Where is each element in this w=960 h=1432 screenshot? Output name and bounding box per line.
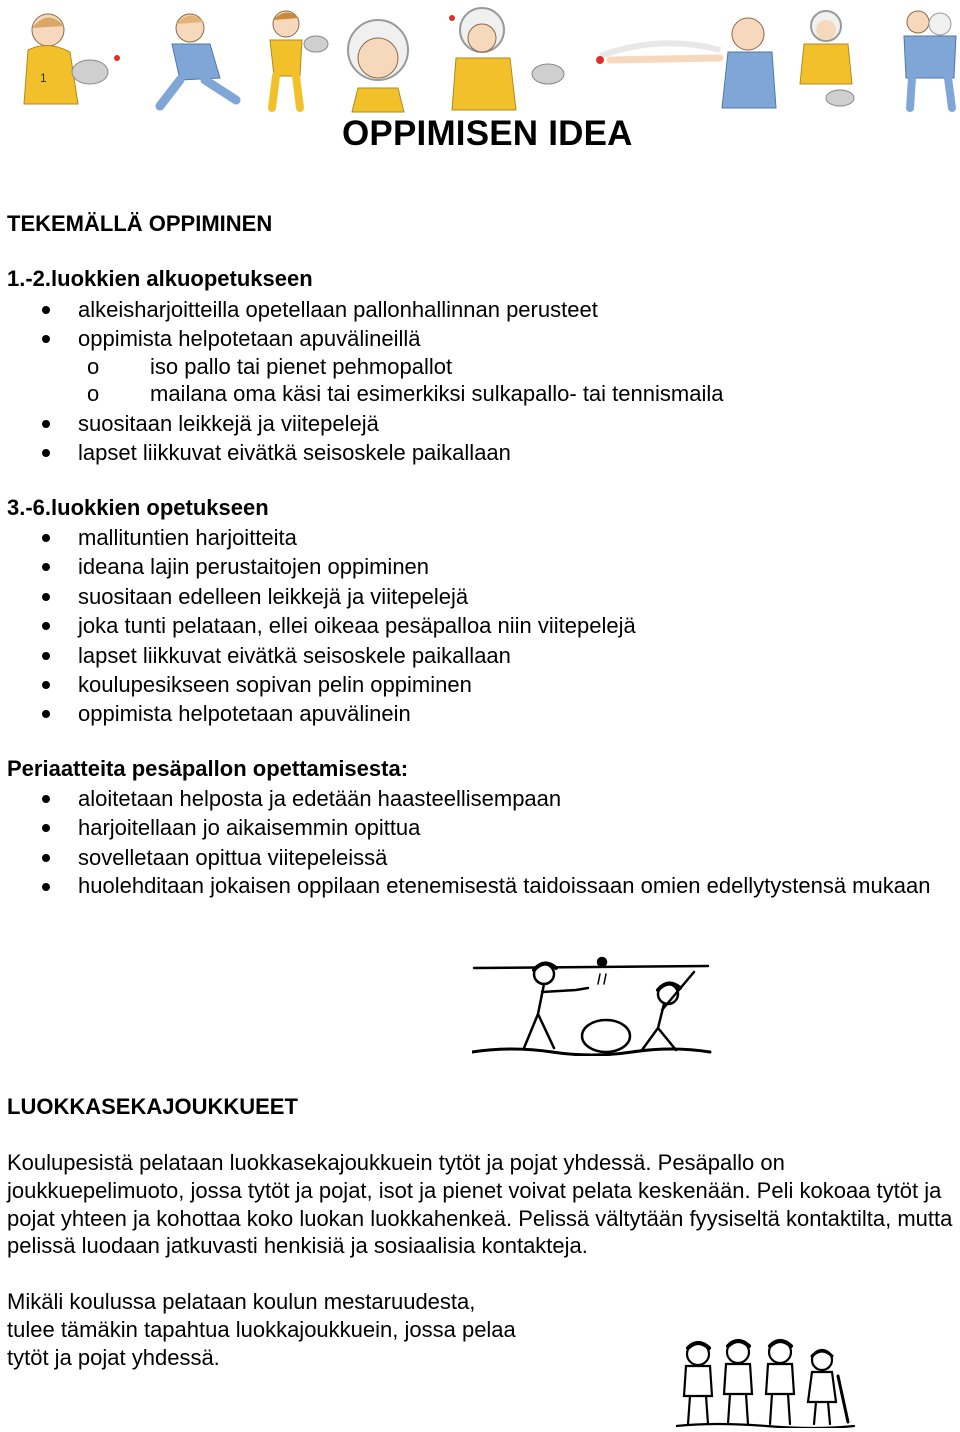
paragraph-mixed-teams: Koulupesistä pelataan luokkasekajoukkuein tytöt ja pojat yhdessä. Pesäpallo on joukkuepelimuoto, jossa tytöt ja pojat, isot ja pienet voivat pelata keskenään. Peli kokoaa tytöt ja pojat yhteen ja kohottaa koko luokan luokkahenkeä. Pelissä vältytään fyysiseltä kontaktilta, mutta pelissä luodaan jatkuvasti henkisiä ja sosiaalisia kontakteja.: [7, 1150, 953, 1259]
list-item: lapset liikkuvat eivätkä seisoskele paikallaan: [0, 438, 511, 467]
list-item: ideana lajin perustaitojen oppiminen: [0, 552, 636, 581]
player-figure-2: [160, 14, 236, 106]
paragraph-school-championship: [7, 1288, 516, 1371]
svg-text:1: 1: [40, 71, 47, 85]
sub-list-item-text: mailana oma käsi tai esimerkiksi sulkapallo- tai tennismaila: [150, 381, 724, 406]
section-heading-luokkasekajoukkueet: LUOKKASEKAJOUKKUEET: [7, 1094, 298, 1119]
sub-bullet-marker: o: [87, 354, 100, 379]
player-figure-8: [904, 11, 956, 108]
player-figure-5: [449, 8, 564, 110]
grade36-list: [0, 523, 636, 729]
player-figure-3: [270, 11, 328, 108]
list-item: suositaan edelleen leikkejä ja viitepelejä: [0, 582, 636, 611]
batting-sketch: [472, 954, 712, 1056]
sub-bullet-marker: o: [87, 381, 100, 406]
paragraph-line: Mikäli koulussa pelataan koulun mestaruudesta,: [7, 1289, 476, 1314]
grade12-list-after: [0, 409, 511, 468]
list-item: sovelletaan opittua viitepeleissä: [0, 843, 940, 872]
grade12-list: [0, 295, 598, 354]
kids-group-sketch: [676, 1336, 856, 1428]
illustration-banner: [0, 0, 960, 118]
sub-list-item: [78, 380, 723, 407]
grade12-sublist: [0, 353, 723, 407]
player-figure-1: [24, 14, 120, 104]
list-item: harjoitellaan jo aikaisemmin opittua: [0, 813, 940, 842]
subheading-grades-3-6: 3.-6.luokkien opetukseen: [7, 495, 269, 520]
section-heading-tekemalla: TEKEMÄLLÄ OPPIMINEN: [7, 211, 273, 236]
list-item: lapset liikkuvat eivätkä seisoskele paikallaan: [0, 641, 636, 670]
list-item: aloitetaan helposta ja edetään haasteellisempaan: [0, 784, 940, 813]
player-figure-6: [596, 18, 776, 108]
player-figure-7: [800, 11, 854, 106]
list-item: alkeisharjoitteilla opetellaan pallonhallinnan perusteet: [0, 295, 598, 324]
list-item: mallituntien harjoitteita: [0, 523, 636, 552]
list-item: joka tunti pelataan, ellei oikeaa pesäpalloa niin viitepelejä: [0, 611, 636, 640]
list-item: huolehditaan jokaisen oppilaan etenemisestä taidoissaan omien edellytystensä mukaan: [0, 872, 940, 900]
list-item: koulupesikseen sopivan pelin oppiminen: [0, 670, 636, 699]
paragraph-line: tytöt ja pojat yhdessä.: [7, 1344, 220, 1370]
list-item: suositaan leikkejä ja viitepelejä: [0, 409, 511, 438]
list-item: oppimista helpotetaan apuvälinein: [0, 699, 636, 728]
page-title: OPPIMISEN IDEA: [342, 114, 633, 153]
subheading-grades-1-2: 1.-2.luokkien alkuopetukseen: [7, 266, 313, 291]
sub-list-item: [78, 353, 723, 380]
subheading-principles: Periaatteita pesäpallon opettamisesta:: [7, 756, 409, 781]
player-figure-4: [348, 20, 408, 112]
paragraph-line: tulee tämäkin tapahtua luokkajoukkuein, jossa pelaa: [7, 1316, 516, 1342]
sub-list-item-text: iso pallo tai pienet pehmopallot: [150, 354, 453, 379]
list-item: oppimista helpotetaan apuvälineillä: [0, 324, 598, 353]
principles-list: [0, 784, 940, 900]
